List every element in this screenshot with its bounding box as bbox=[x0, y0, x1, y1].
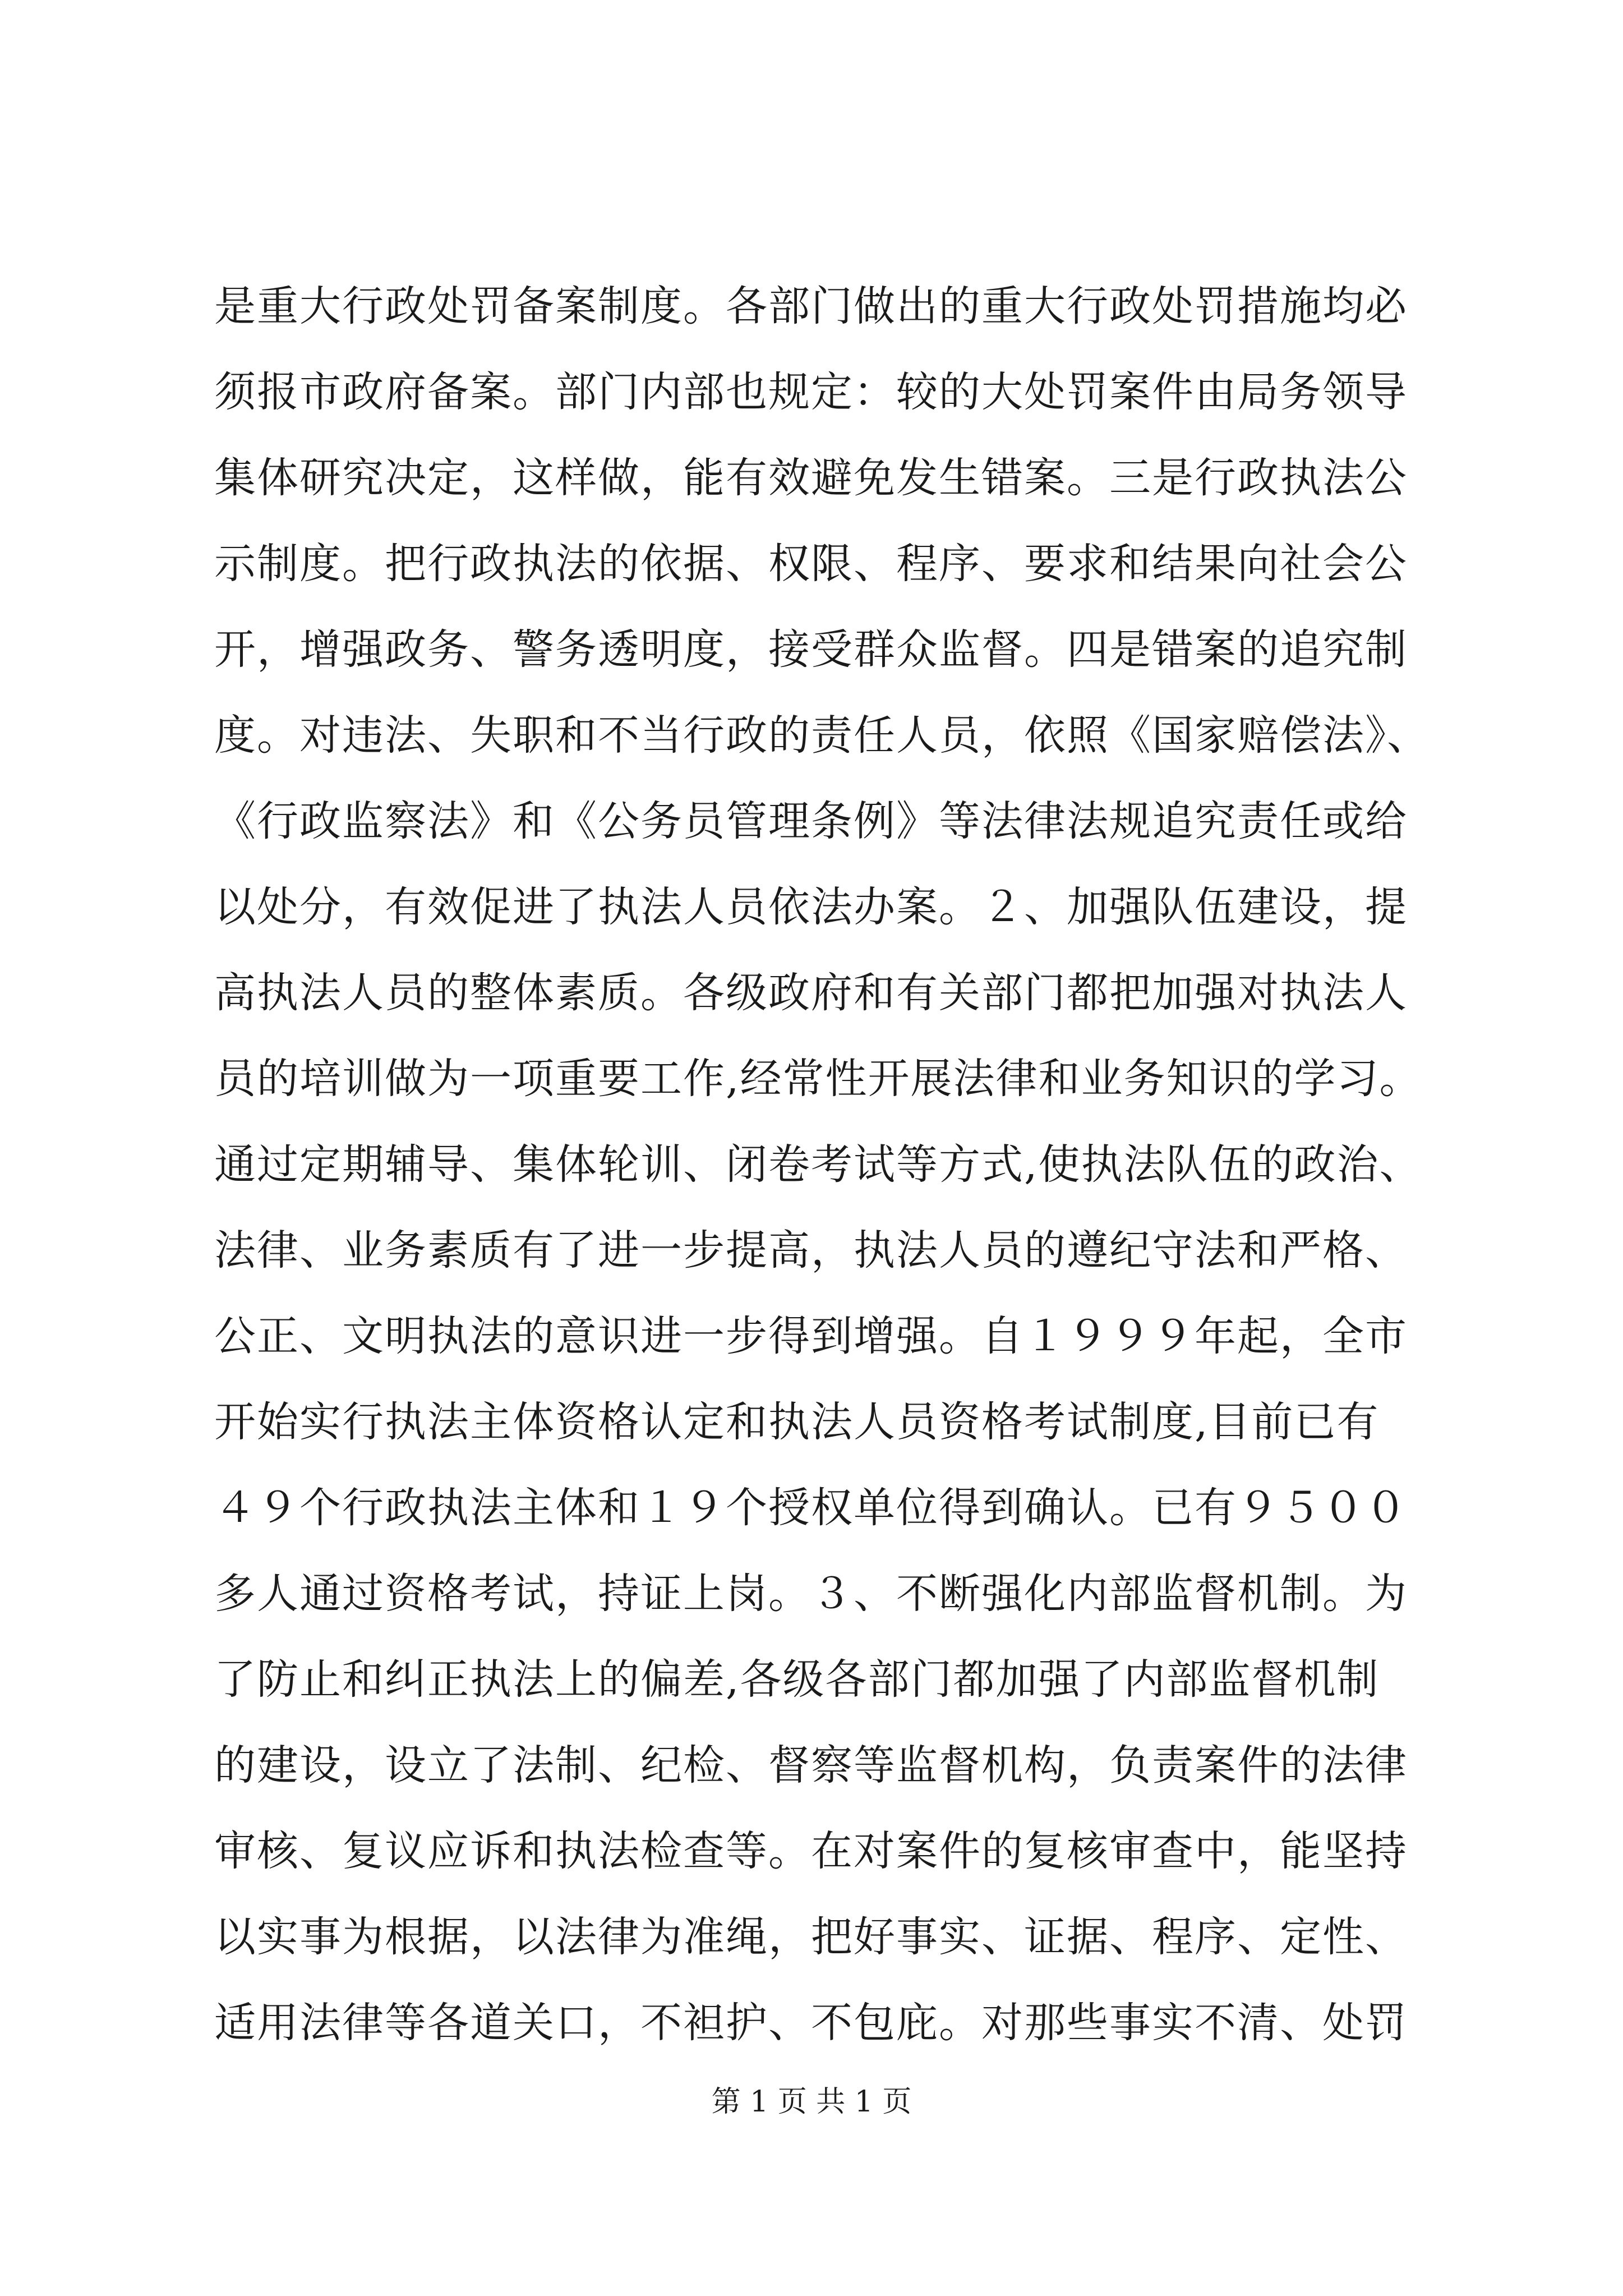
text-line: 的建设，设立了法制、纪检、督察等监督机构，负责案件的法律 bbox=[214, 1741, 1408, 1789]
text-line: 示制度。把行政执法的依据、权限、程序、要求和结果向社会公 bbox=[214, 540, 1408, 588]
page-footer bbox=[0, 2082, 1623, 2122]
text-line: 是重大行政处罚备案制度。各部门做出的重大行政处罚措施均必 bbox=[214, 282, 1408, 330]
text-line: 通过定期辅导、集体轮训、闭卷考试等方式,使执法队伍的政治、 bbox=[214, 1140, 1422, 1189]
text-line: 《行政监察法》和《公务员管理条例》等法律法规追究责任或给 bbox=[214, 797, 1408, 845]
text-line: 集体研究决定，这样做，能有效避免发生错案。三是行政执法公 bbox=[214, 454, 1408, 502]
text-line: 开始实行执法主体资格认定和执法人员资格考试制度,目前已有 bbox=[214, 1398, 1380, 1446]
page-number: 第 1 页 共 1 页 bbox=[711, 2085, 912, 2119]
text-line: 以实事为根据，以法律为准绳，把好事实、证据、程序、定性、 bbox=[214, 1913, 1408, 1961]
text-line: 员的培训做为一项重要工作,经常性开展法律和业务知识的学习。 bbox=[214, 1055, 1422, 1103]
text-line: 高执法人员的整体素质。各级政府和有关部门都把加强对执法人 bbox=[214, 969, 1408, 1017]
text-line: 公正、文明执法的意识进一步得到增强。自１９９９年起，全市 bbox=[214, 1312, 1408, 1360]
text-line: 审核、复议应诉和执法检查等。在对案件的复核审查中，能坚持 bbox=[214, 1827, 1408, 1875]
text-line: 须报市政府备案。部门内部也规定：较的大处罚案件由局务领导 bbox=[214, 368, 1408, 416]
body-text bbox=[214, 264, 1430, 2066]
text-line: ４９个行政执法主体和１９个授权单位得到确认。已有９５００ bbox=[214, 1484, 1408, 1532]
text-line: 开，增强政务、警务透明度，接受群众监督。四是错案的追究制 bbox=[214, 625, 1408, 674]
text-line: 了防止和纠正执法上的偏差,各级各部门都加强了内部监督机制 bbox=[214, 1655, 1380, 1704]
text-line: 以处分，有效促进了执法人员依法办案。２、加强队伍建设，提 bbox=[214, 883, 1408, 931]
text-line: 适用法律等各道关口，不袒护、不包庇。对那些事实不清、处罚 bbox=[214, 1999, 1408, 2047]
text-line: 多人通过资格考试，持证上岗。３、不断强化内部监督机制。为 bbox=[214, 1570, 1408, 1618]
text-line: 度。对违法、失职和不当行政的责任人员，依照《国家赔偿法》、 bbox=[214, 711, 1430, 760]
text-line: 法律、业务素质有了进一步提高，执法人员的遵纪守法和严格、 bbox=[214, 1226, 1408, 1274]
